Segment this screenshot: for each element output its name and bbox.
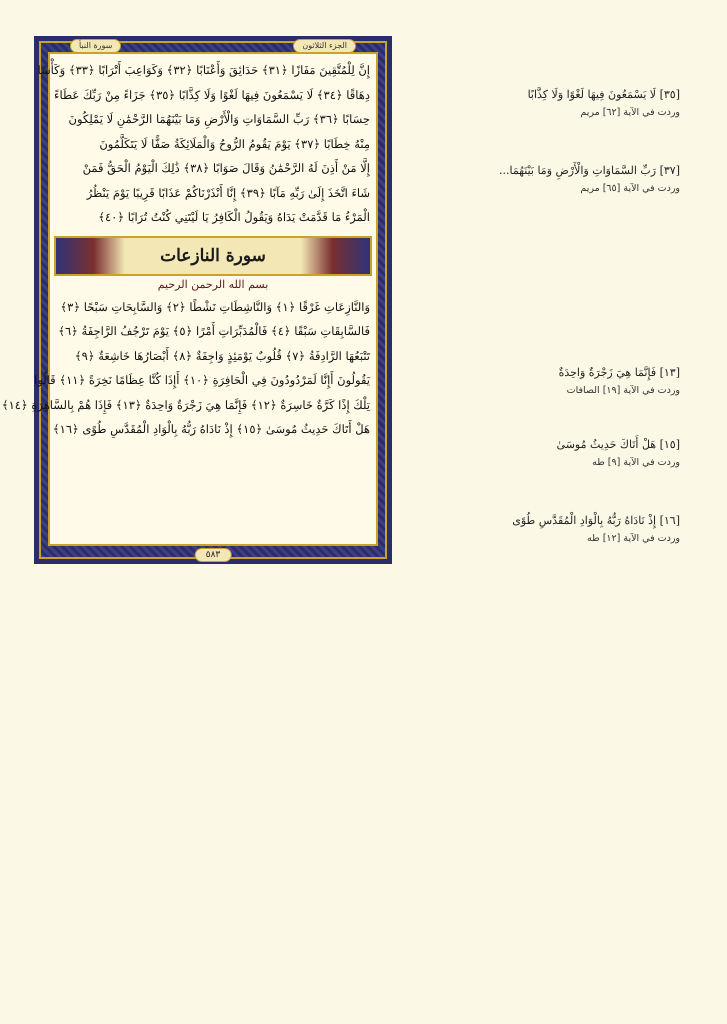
note-item [500, 366, 680, 396]
note-reference: وردت في الآية [١٢] طه [587, 533, 680, 544]
note-reference: وردت في الآية [٦٥] مريم [580, 183, 680, 194]
surah-banner [54, 236, 372, 276]
verse-line: مِنْهُ خِطَابًا ﴿٣٧﴾ يَوْمَ يَقُومُ الرُّوحُ وَالْمَلَائِكَةُ صَفًّا لَا يَتَكَلَّمُونَ [99, 136, 370, 151]
verse-line: حِسَابًا ﴿٣٦﴾ رَبِّ السَّمَاوَاتِ وَالْأَرْضِ وَمَا بَيْنَهُمَا الرَّحْمَٰنِ لَا يَمْلِكُونَ [68, 112, 370, 126]
note-reference: وردت في الآية [١٩] الصافات [566, 385, 680, 396]
note-text: [١٥] هَلْ أَتَاكَ حَدِيثُ مُوسَىٰ [556, 438, 680, 451]
verse-line: فَالسَّابِقَاتِ سَبْقًا ﴿٤﴾ فَالْمُدَبِّرَاتِ أَمْرًا ﴿٥﴾ يَوْمَ تَرْجُفُ الرَّاجِفَةُ ﴿٦﴾ [58, 324, 370, 338]
surah-name-header: سورة النبأ [70, 39, 121, 53]
note-item [500, 164, 680, 194]
verse-line: وَالنَّازِعَاتِ غَرْقًا ﴿١﴾ وَالنَّاشِطَاتِ نَشْطًا ﴿٢﴾ وَالسَّابِحَاتِ سَبْحًا ﴿٣﴾ [60, 299, 370, 314]
note-text: [١٦] إِذْ نَادَاهُ رَبُّهُ بِالْوَادِ الْمُقَدَّسِ طُوًى [512, 514, 680, 527]
note-item [500, 88, 680, 118]
naziat-verses [1, 291, 376, 442]
juz-name-header: الجزء الثلاثون [293, 39, 356, 53]
note-reference: وردت في الآية [٦٢] مريم [580, 107, 680, 118]
page-header [70, 39, 356, 53]
naba-verses [37, 54, 376, 230]
verse-line: إِنَّ لِلْمُتَّقِينَ مَفَازًا ﴿٣١﴾ حَدَائِقَ وَأَعْنَابًا ﴿٣٢﴾ وَكَوَاعِبَ أَتْرَابًا ﴿٣٣﴾ وَكَأْسًا [37, 63, 370, 77]
note-item [500, 514, 680, 544]
note-item [500, 438, 680, 468]
verse-line: يَقُولُونَ أَإِنَّا لَمَرْدُودُونَ فِي الْحَافِرَةِ ﴿١٠﴾ أَإِذَا كُنَّا عِظَامًا نَخِرَةً ﴿١١﴾ قَالُوا [34, 373, 370, 387]
page-text-area [1, 52, 378, 546]
surah-title: سورة النازعات [160, 245, 266, 266]
verse-line: هَلْ أَتَاكَ حَدِيثُ مُوسَىٰ ﴿١٥﴾ إِذْ نَادَاهُ رَبُّهُ بِالْوَادِ الْمُقَدَّسِ طُوًى ﴿١٦﴾ [52, 422, 370, 436]
note-reference: وردت في الآية [٩] طه [592, 457, 680, 468]
note-text: [١٣] فَإِنَّمَا هِيَ زَجْرَةٌ وَاحِدَةٌ [558, 366, 680, 379]
verse-line: دِهَاقًا ﴿٣٤﴾ لَا يَسْمَعُونَ فِيهَا لَغْوًا وَلَا كِذَّابًا ﴿٣٥﴾ جَزَاءً مِنْ رَبِّكَ عَطَاءً [54, 87, 370, 102]
note-text: [٣٥] لَا يَسْمَعُونَ فِيهَا لَغْوًا وَلَا كِذَّابًا [527, 88, 680, 101]
mushaf-page [1, 36, 392, 564]
verse-line: إِلَّا مَنْ أَذِنَ لَهُ الرَّحْمَٰنُ وَقَالَ صَوَابًا ﴿٣٨﴾ ذَٰلِكَ الْيَوْمُ الْحَقُّ فَمَنْ [82, 161, 370, 175]
page-number: ٥٨٣ [195, 548, 232, 562]
verse-line: تِلْكَ إِذًا كَرَّةٌ خَاسِرَةٌ ﴿١٢﴾ فَإِنَّمَا هِيَ زَجْرَةٌ وَاحِدَةٌ ﴿١٣﴾ فَإِذَا هُمْ بِالسَّاهِرَةِ ﴿١٤﴾ [1, 397, 370, 412]
note-text: [٣٧] رَبِّ السَّمَاوَاتِ وَالْأَرْضِ وَمَا بَيْنَهُمَا... [498, 164, 680, 177]
verse-line: تَتْبَعُهَا الرَّادِفَةُ ﴿٧﴾ قُلُوبٌ يَوْمَئِذٍ وَاجِفَةٌ ﴿٨﴾ أَبْصَارُهَا خَاشِعَةٌ ﴿٩﴾ [74, 348, 370, 363]
basmala: بسم الله الرحمن الرحيم [157, 277, 269, 291]
verse-line: شَاءَ اتَّخَذَ إِلَىٰ رَبِّهِ مَآبًا ﴿٣٩﴾ إِنَّا أَنْذَرْنَاكُمْ عَذَابًا قَرِيبًا يَوْمَ يَنْظُرُ [86, 185, 370, 200]
verse-line: الْمَرْءُ مَا قَدَّمَتْ يَدَاهُ وَيَقُولُ الْكَافِرُ يَا لَيْتَنِي كُنْتُ تُرَابًا ﴿٤٠﴾ [98, 210, 370, 224]
